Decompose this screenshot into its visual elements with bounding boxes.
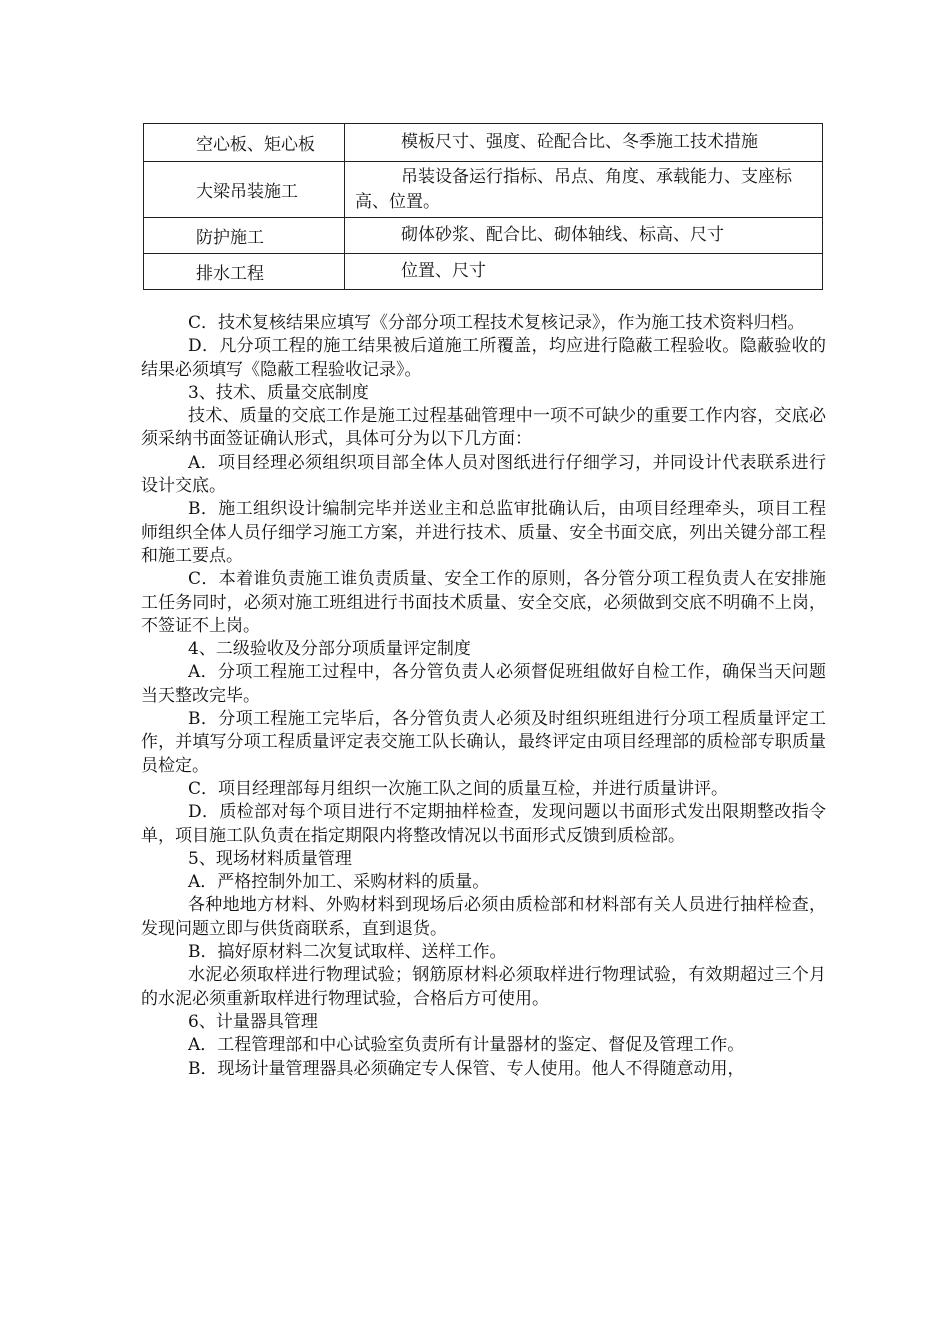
paragraph: C．项目经理部每月组织一次施工队之间的质量互检，并进行质量讲评。 (188, 778, 729, 799)
table-cell-content: 位置、尺寸 (345, 254, 823, 290)
table-cell-item: 大梁吊装施工 (144, 162, 345, 218)
table-row (144, 254, 823, 290)
section-heading: 6、计量器具管理 (188, 1011, 318, 1032)
inspection-items-table (143, 123, 823, 290)
table-row (144, 162, 823, 218)
paragraph: B．现场计量管理器具必须确定专人保管、专人使用。他人不得随意动用， (188, 1058, 745, 1079)
table-cell-item: 空心板、矩心板 (144, 124, 345, 162)
paragraph: B．搞好原材料二次复试取样、送样工作。 (188, 942, 507, 963)
paragraph: A．项目经理必须组织项目部全体人员对图纸进行仔细学习，并同设计代表联系进行设计交底。 (141, 452, 826, 497)
paragraph: A．分项工程施工过程中，各分管负责人必须督促班组做好自检工作，确保当天问题当天整改完毕。 (141, 662, 826, 706)
table-cell-content: 模板尺寸、强度、砼配合比、冬季施工技术措施 (345, 124, 823, 162)
paragraph: B．施工组织设计编制完毕并送业主和总监审批确认后，由项目经理牵头，项目工程师组织全体人员仔细学习施工方案，并进行技术、质量、安全书面交底，列出关键分部工程和施工要点。 (141, 499, 826, 566)
table-row (144, 218, 823, 254)
table-cell-item: 排水工程 (144, 254, 345, 290)
paragraph: C．技术复核结果应填写《分部分项工程技术复核记录》，作为施工技术资料归档。 (188, 313, 805, 333)
section-heading: 4、二级验收及分部分项质量评定制度 (188, 639, 471, 660)
table-row (144, 124, 823, 162)
paragraph: 技术、质量的交底工作是施工过程基础管理中一项不可缺少的重要工作内容，交底必须采纳书面签证确认形式，具体可分为以下几方面： (141, 406, 826, 450)
paragraph: D．凡分项工程的施工结果被后道施工所覆盖，均应进行隐蔽工程验收。隐蔽验收的结果必须填写《隐蔽工程验收记录》。 (141, 336, 826, 380)
section-heading: 3、技术、质量交底制度 (188, 382, 369, 403)
paragraph: A．严格控制外加工、采购材料的质量。 (188, 872, 490, 893)
document-body (141, 312, 826, 1081)
table-cell-content: 砌体砂浆、配合比、砌体轴线、标高、尺寸 (345, 218, 823, 254)
paragraph: D．质检部对每个项目进行不定期抽样检查，发现问题以书面形式发出限期整改指令单，项目施工队负责在指定期限内将整改情况以书面形式反馈到质检部。 (141, 802, 826, 846)
paragraph: B．分项工程施工完毕后，各分管负责人必须及时组织班组进行分项工程质量评定工作，并填写分项工程质量评定表交施工队长确认，最终评定由项目经理部的质检部专职质量员检定。 (141, 709, 826, 776)
paragraph: C．本着谁负责施工谁负责质量、安全工作的原则，各分管分项工程负责人在安排施工任务同时，必须对施工班组进行书面技术质量、安全交底，必须做到交底不明确不上岗，不签证不上岗。 (141, 569, 826, 636)
paragraph: 各种地地方材料、外购材料到现场后必须由质检部和材料部有关人员进行抽样检查，发现问题立即与供货商联系，直到退货。 (141, 895, 826, 939)
section-heading: 5、现场材料质量管理 (188, 848, 352, 869)
table-cell-item: 防护施工 (144, 218, 345, 254)
table-cell-content: 吊装设备运行指标、吊点、角度、承载能力、支座标高、位置。 (345, 162, 823, 218)
paragraph: A．工程管理部和中心试验室负责所有计量器材的鉴定、督促及管理工作。 (188, 1035, 745, 1056)
paragraph: 水泥必须取样进行物理试验；钢筋原材料必须取样进行物理试验，有效期超过三个月的水泥必须重新取样进行物理试验，合格后方可使用。 (141, 965, 826, 1009)
